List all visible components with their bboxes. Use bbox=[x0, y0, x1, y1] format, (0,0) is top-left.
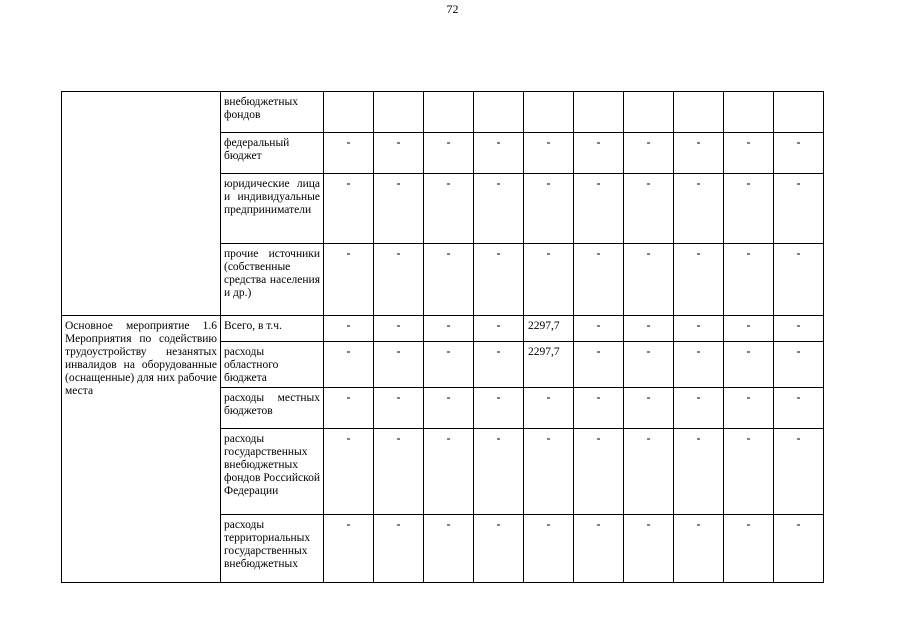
cell-value: - bbox=[796, 178, 801, 190]
value-cell bbox=[774, 388, 824, 429]
cell-value: - bbox=[646, 248, 651, 260]
cell-value: - bbox=[446, 519, 451, 531]
value-cell bbox=[424, 133, 474, 174]
cell-value: - bbox=[596, 178, 601, 190]
cell-value: - bbox=[446, 433, 451, 445]
cell-value: - bbox=[696, 320, 701, 332]
cell-value: - bbox=[346, 248, 351, 260]
cell-value: - bbox=[746, 248, 751, 260]
cell-value: - bbox=[796, 392, 801, 404]
value-cell bbox=[524, 174, 574, 244]
value-cell bbox=[674, 92, 724, 133]
value-cell bbox=[374, 316, 424, 342]
value-cell bbox=[624, 316, 674, 342]
value-cell bbox=[624, 244, 674, 316]
cell-value: - bbox=[496, 392, 501, 404]
cell-value: - bbox=[396, 248, 401, 260]
cell-value: 2297,7 bbox=[528, 320, 560, 332]
value-cell bbox=[774, 342, 824, 388]
value-cell bbox=[474, 515, 524, 583]
value-cell bbox=[724, 174, 774, 244]
value-cell bbox=[424, 515, 474, 583]
cell-value: - bbox=[696, 178, 701, 190]
value-cell bbox=[774, 174, 824, 244]
cell-value: - bbox=[396, 433, 401, 445]
value-cell bbox=[624, 342, 674, 388]
value-cell bbox=[624, 388, 674, 429]
value-cell bbox=[324, 316, 374, 342]
value-cell bbox=[674, 515, 724, 583]
value-cell bbox=[524, 388, 574, 429]
value-cell bbox=[624, 429, 674, 515]
cell-value: - bbox=[696, 137, 701, 149]
cell-value: - bbox=[796, 346, 801, 358]
value-cell bbox=[674, 244, 724, 316]
value-cell bbox=[374, 92, 424, 133]
cell-value: - bbox=[346, 346, 351, 358]
cell-value: - bbox=[596, 519, 601, 531]
funding-source-cell: федеральный бюджет bbox=[221, 133, 324, 174]
cell-value: - bbox=[346, 433, 351, 445]
value-cell bbox=[474, 244, 524, 316]
cell-value: - bbox=[646, 137, 651, 149]
cell-value: - bbox=[546, 519, 551, 531]
value-cell bbox=[324, 244, 374, 316]
value-cell bbox=[324, 133, 374, 174]
cell-value: - bbox=[546, 392, 551, 404]
cell-value: - bbox=[646, 178, 651, 190]
cell-value: - bbox=[746, 519, 751, 531]
value-cell bbox=[574, 388, 624, 429]
cell-value: - bbox=[646, 392, 651, 404]
value-cell bbox=[424, 174, 474, 244]
cell-value: - bbox=[596, 392, 601, 404]
value-cell bbox=[774, 244, 824, 316]
value-cell bbox=[374, 244, 424, 316]
cell-value: - bbox=[346, 320, 351, 332]
cell-value: 2297,7 bbox=[528, 346, 560, 358]
value-cell bbox=[574, 244, 624, 316]
cell-value: - bbox=[546, 137, 551, 149]
value-cell bbox=[674, 342, 724, 388]
value-cell bbox=[324, 515, 374, 583]
budget-table-body bbox=[62, 92, 824, 583]
value-cell bbox=[724, 342, 774, 388]
cell-value: - bbox=[496, 178, 501, 190]
value-cell bbox=[724, 515, 774, 583]
value-cell bbox=[724, 92, 774, 133]
cell-value: - bbox=[396, 346, 401, 358]
cell-value: - bbox=[546, 248, 551, 260]
page-number: 72 bbox=[446, 2, 459, 16]
cell-value: - bbox=[746, 137, 751, 149]
value-cell bbox=[574, 515, 624, 583]
value-cell bbox=[624, 515, 674, 583]
value-cell bbox=[324, 429, 374, 515]
funding-source-cell: расходы территориальных государственных внебюджетных bbox=[221, 515, 324, 583]
cell-value: - bbox=[446, 248, 451, 260]
value-cell bbox=[724, 244, 774, 316]
cell-value: - bbox=[746, 178, 751, 190]
cell-value: - bbox=[696, 392, 701, 404]
value-cell bbox=[474, 133, 524, 174]
value-cell bbox=[524, 429, 574, 515]
cell-value: - bbox=[696, 248, 701, 260]
funding-source-cell: расходы местных бюджетов bbox=[221, 388, 324, 429]
cell-value: - bbox=[496, 346, 501, 358]
value-cell bbox=[774, 316, 824, 342]
cell-value: - bbox=[696, 346, 701, 358]
value-cell bbox=[724, 133, 774, 174]
value-cell bbox=[774, 515, 824, 583]
cell-value: - bbox=[696, 433, 701, 445]
cell-value: - bbox=[346, 137, 351, 149]
cell-value: - bbox=[446, 178, 451, 190]
funding-source-cell: внебюджетных фондов bbox=[221, 92, 324, 133]
value-cell bbox=[374, 174, 424, 244]
value-cell bbox=[374, 515, 424, 583]
cell-value: - bbox=[446, 346, 451, 358]
cell-value: - bbox=[396, 137, 401, 149]
value-cell bbox=[674, 316, 724, 342]
value-cell bbox=[524, 515, 574, 583]
value-cell bbox=[624, 133, 674, 174]
value-cell bbox=[674, 174, 724, 244]
cell-value: - bbox=[396, 519, 401, 531]
value-cell bbox=[674, 429, 724, 515]
budget-table bbox=[61, 91, 824, 583]
cell-value: - bbox=[346, 519, 351, 531]
cell-value: - bbox=[496, 433, 501, 445]
cell-value: - bbox=[496, 137, 501, 149]
value-cell bbox=[724, 388, 774, 429]
value-cell bbox=[374, 342, 424, 388]
value-cell bbox=[324, 92, 374, 133]
value-cell bbox=[324, 174, 374, 244]
value-cell bbox=[374, 388, 424, 429]
cell-value: - bbox=[396, 320, 401, 332]
value-cell bbox=[674, 388, 724, 429]
value-cell bbox=[474, 316, 524, 342]
cell-value: - bbox=[646, 433, 651, 445]
cell-value: - bbox=[496, 248, 501, 260]
cell-value: - bbox=[796, 248, 801, 260]
cell-value: - bbox=[796, 137, 801, 149]
value-cell bbox=[424, 388, 474, 429]
cell-value: - bbox=[746, 346, 751, 358]
value-cell bbox=[774, 92, 824, 133]
cell-value: - bbox=[546, 178, 551, 190]
value-cell bbox=[474, 92, 524, 133]
cell-value: - bbox=[596, 137, 601, 149]
value-cell bbox=[724, 429, 774, 515]
program-measure-cell bbox=[62, 92, 221, 316]
value-cell bbox=[524, 133, 574, 174]
funding-source-cell: расходы областного бюджета bbox=[221, 342, 324, 388]
cell-value: - bbox=[396, 392, 401, 404]
value-cell bbox=[524, 316, 574, 342]
funding-source-cell: Всего, в т.ч. bbox=[221, 316, 324, 342]
value-cell bbox=[524, 92, 574, 133]
cell-value: - bbox=[446, 392, 451, 404]
program-measure-cell: Основное мероприятие 1.6 Мероприятия по содействию трудоустройству незанятых инвалидов на оборудованные (оснащенные) для них рабочие места bbox=[62, 316, 221, 583]
cell-value: - bbox=[746, 392, 751, 404]
cell-value: - bbox=[596, 433, 601, 445]
value-cell bbox=[474, 429, 524, 515]
value-cell bbox=[574, 316, 624, 342]
cell-value: - bbox=[796, 519, 801, 531]
value-cell bbox=[424, 92, 474, 133]
value-cell bbox=[374, 429, 424, 515]
value-cell bbox=[474, 388, 524, 429]
funding-source-cell: юридические лица и индивидуальные предприниматели bbox=[221, 174, 324, 244]
value-cell bbox=[524, 342, 574, 388]
cell-value: - bbox=[646, 519, 651, 531]
cell-value: - bbox=[596, 320, 601, 332]
value-cell bbox=[574, 429, 624, 515]
cell-value: - bbox=[596, 346, 601, 358]
value-cell bbox=[424, 342, 474, 388]
cell-value: - bbox=[746, 320, 751, 332]
value-cell bbox=[574, 342, 624, 388]
cell-value: - bbox=[646, 320, 651, 332]
cell-value: - bbox=[446, 320, 451, 332]
value-cell bbox=[574, 133, 624, 174]
table-row bbox=[62, 316, 824, 342]
cell-value: - bbox=[446, 137, 451, 149]
cell-value: - bbox=[796, 320, 801, 332]
cell-value: - bbox=[346, 392, 351, 404]
value-cell bbox=[474, 174, 524, 244]
value-cell bbox=[774, 429, 824, 515]
value-cell bbox=[674, 133, 724, 174]
cell-value: - bbox=[696, 519, 701, 531]
value-cell bbox=[624, 174, 674, 244]
value-cell bbox=[574, 92, 624, 133]
value-cell bbox=[724, 316, 774, 342]
cell-value: - bbox=[746, 433, 751, 445]
funding-source-cell: прочие источники (собственные средства населения и др.) bbox=[221, 244, 324, 316]
cell-value: - bbox=[346, 178, 351, 190]
value-cell bbox=[324, 342, 374, 388]
value-cell bbox=[374, 133, 424, 174]
funding-source-cell: расходы государственных внебюджетных фондов Российской Федерации bbox=[221, 429, 324, 515]
value-cell bbox=[774, 133, 824, 174]
cell-value: - bbox=[546, 433, 551, 445]
cell-value: - bbox=[396, 178, 401, 190]
value-cell bbox=[324, 388, 374, 429]
value-cell bbox=[424, 316, 474, 342]
cell-value: - bbox=[596, 248, 601, 260]
cell-value: - bbox=[496, 320, 501, 332]
value-cell bbox=[524, 244, 574, 316]
value-cell bbox=[424, 244, 474, 316]
table-row bbox=[62, 92, 824, 133]
cell-value: - bbox=[646, 346, 651, 358]
cell-value: - bbox=[796, 433, 801, 445]
value-cell bbox=[624, 92, 674, 133]
value-cell bbox=[574, 174, 624, 244]
value-cell bbox=[424, 429, 474, 515]
cell-value: - bbox=[496, 519, 501, 531]
value-cell bbox=[474, 342, 524, 388]
